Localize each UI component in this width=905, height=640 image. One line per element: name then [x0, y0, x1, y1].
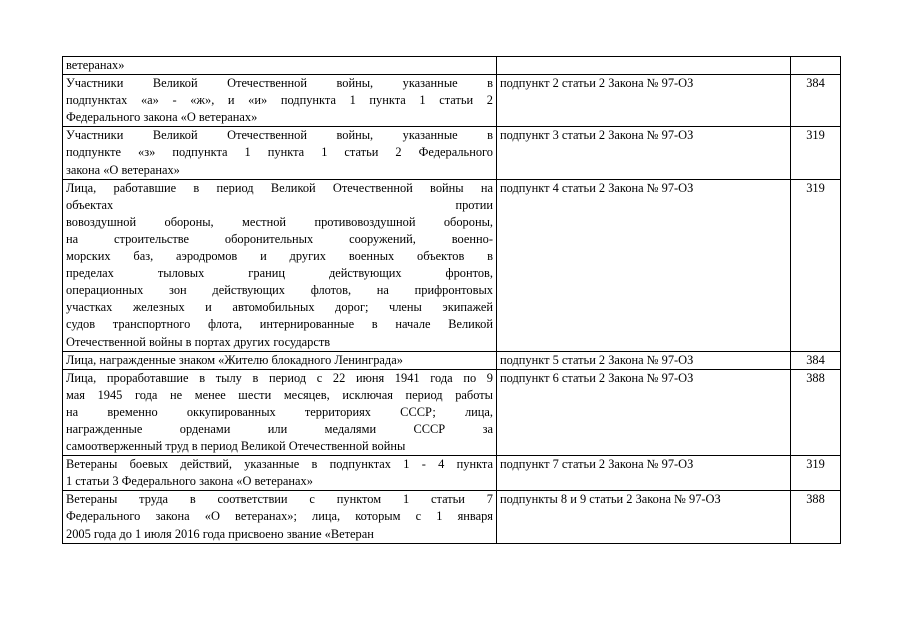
category-text-line: Федерального закона «О ветеранах» [66, 110, 258, 125]
document-page [62, 56, 840, 544]
category-text-line: на строительстве оборонительных сооружений, военно- [66, 231, 493, 246]
legal-basis-cell: подпункт 2 статьи 2 Закона № 97-ОЗ [497, 75, 791, 127]
amount-cell: 388 [791, 491, 841, 543]
recipient-category-cell [63, 351, 497, 369]
category-text-line: судов транспортного флота, интернированные в начале Великой [66, 317, 493, 332]
table-body [63, 57, 841, 544]
amount-cell: 384 [791, 75, 841, 127]
legal-basis-cell: подпункты 8 и 9 статьи 2 Закона № 97-ОЗ [497, 491, 791, 543]
category-text-line: самоотверженный труд в период Великой Отечественной войны [66, 439, 406, 454]
recipient-category-cell [63, 369, 497, 455]
category-text-line: подпункте «з» подпункта 1 пункта 1 статьи 2 Федерального [66, 145, 493, 160]
category-text-line: Ветераны боевых действий, указанные в подпунктах 1 - 4 пункта [66, 457, 493, 472]
category-text-line: Лица, награжденные знаком «Жителю блокадного Ленинграда» [66, 352, 403, 367]
legal-basis-cell: подпункт 4 статьи 2 Закона № 97-ОЗ [497, 179, 791, 351]
table-row [63, 57, 841, 75]
recipient-category-cell [63, 75, 497, 127]
category-text-line: 2005 года до 1 июля 2016 года присвоено звание «Ветеран [66, 526, 374, 541]
recipient-category-cell [63, 57, 497, 75]
legal-basis-cell [497, 57, 791, 75]
category-text-line: Участники Великой Отечественной войны, указанные в [66, 128, 493, 143]
amount-cell: 319 [791, 179, 841, 351]
amount-cell: 388 [791, 369, 841, 455]
recipient-category-cell [63, 456, 497, 491]
category-text-line: подпунктах «а» - «ж», и «и» подпункта 1 пункта 1 статьи 2 [66, 93, 493, 108]
category-text-line: Лица, проработавшие в тылу в период с 22 июня 1941 года по 9 [66, 370, 493, 385]
category-text-line: пределах тыловых границ действующих фронтов, [66, 266, 493, 281]
table-row [63, 491, 841, 543]
category-text-line: награжденные орденами или медалями СССР за [66, 421, 493, 436]
category-text-line: объектах протии [66, 197, 493, 212]
legal-basis-cell: подпункт 7 статьи 2 Закона № 97-ОЗ [497, 456, 791, 491]
category-text-line: операционных зон действующих флотов, на прифронтовых [66, 283, 493, 298]
category-text-line: вовоздушной обороны, местной противовоздушной обороны, [66, 214, 493, 229]
table-row [63, 351, 841, 369]
category-text-line: 1 статьи 3 Федерального закона «О ветеранах» [66, 474, 313, 489]
table-row [63, 127, 841, 179]
recipient-category-cell [63, 127, 497, 179]
category-text-line: ветеранах» [66, 58, 125, 72]
amount-cell: 319 [791, 456, 841, 491]
table-row [63, 75, 841, 127]
legal-basis-cell: подпункт 3 статьи 2 Закона № 97-ОЗ [497, 127, 791, 179]
category-text-line: закона «О ветеранах» [66, 162, 180, 177]
table-row [63, 456, 841, 491]
amount-cell [791, 57, 841, 75]
legal-basis-cell: подпункт 6 статьи 2 Закона № 97-ОЗ [497, 369, 791, 455]
recipient-category-cell [63, 491, 497, 543]
legal-basis-cell: подпункт 5 статьи 2 Закона № 97-ОЗ [497, 351, 791, 369]
category-text-line: участках железных и автомобильных дорог; члены экипажей [66, 300, 493, 315]
category-text-line: Федерального закона «О ветеранах»; лица, которым с 1 января [66, 509, 493, 524]
amount-cell: 384 [791, 351, 841, 369]
category-text-line: Лица, работавшие в период Великой Отечественной войны на [66, 180, 493, 195]
amount-cell: 319 [791, 127, 841, 179]
table-row [63, 179, 841, 351]
category-text-line: на временно оккупированных территориях СССР; лица, [66, 404, 493, 419]
category-text-line: Участники Великой Отечественной войны, указанные в [66, 76, 493, 91]
category-text-line: мая 1945 года не менее шести месяцев, исключая период работы [66, 387, 493, 402]
category-text-line: Ветераны труда в соответствии с пунктом 1 статьи 7 [66, 492, 493, 507]
category-text-line: морских баз, аэродромов и других военных объектов в [66, 249, 493, 264]
recipient-category-cell [63, 179, 497, 351]
category-text-line: Отечественной войны в портах других государств [66, 334, 331, 349]
table-row [63, 369, 841, 455]
benefits-table [62, 56, 841, 544]
